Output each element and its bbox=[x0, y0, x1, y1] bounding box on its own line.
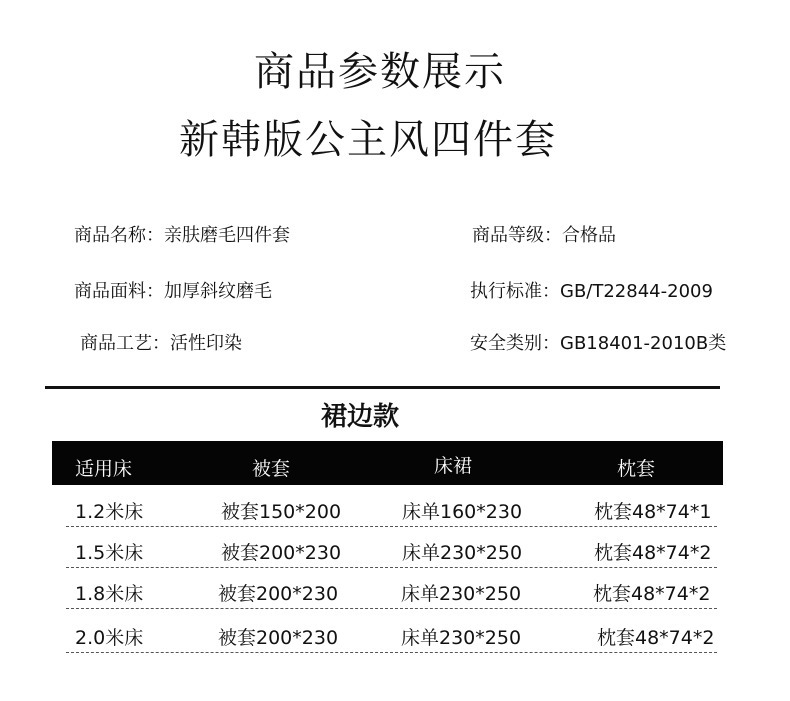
cell-duvet: 被套150*200 bbox=[221, 501, 342, 523]
spec-item-craft bbox=[80, 329, 242, 355]
spec-value: 活性印染 bbox=[170, 333, 242, 354]
cell-pillowcase: 枕套48*74*1 bbox=[594, 501, 712, 523]
spec-item-safety bbox=[470, 329, 726, 355]
column-header-bed: 适用床 bbox=[75, 458, 133, 480]
table-row bbox=[66, 487, 717, 527]
cell-pillowcase: 枕套48*74*2 bbox=[594, 542, 712, 564]
section-divider bbox=[45, 386, 720, 389]
cell-duvet: 被套200*230 bbox=[221, 542, 342, 564]
spec-item-grade bbox=[472, 221, 616, 247]
table-row bbox=[66, 569, 717, 609]
size-table-header bbox=[52, 441, 723, 485]
spec-item-name bbox=[74, 221, 290, 247]
spec-value: GB18401-2010B类 bbox=[560, 333, 727, 354]
row-divider bbox=[66, 526, 717, 527]
cell-pillowcase: 枕套48*74*2 bbox=[597, 627, 715, 649]
column-header-bed-skirt: 床裙 bbox=[434, 455, 473, 477]
table-row bbox=[66, 613, 717, 653]
product-title: 新韩版公主风四件套 bbox=[179, 117, 557, 163]
cell-bed-size: 2.0米床 bbox=[75, 627, 144, 649]
cell-duvet: 被套200*230 bbox=[218, 583, 339, 605]
page-title: 商品参数展示 bbox=[254, 49, 506, 95]
spec-label: 商品名称： bbox=[74, 225, 164, 246]
spec-label: 安全类别： bbox=[470, 333, 560, 354]
row-divider bbox=[66, 608, 717, 609]
cell-duvet: 被套200*230 bbox=[218, 627, 339, 649]
cell-bed-size: 1.2米床 bbox=[75, 501, 144, 523]
spec-label: 商品等级： bbox=[472, 225, 562, 246]
table-row bbox=[66, 528, 717, 568]
spec-value: 加厚斜纹磨毛 bbox=[164, 281, 272, 302]
cell-bed-skirt: 床单230*250 bbox=[401, 583, 522, 605]
cell-bed-skirt: 床单230*250 bbox=[401, 627, 522, 649]
spec-label: 商品工艺： bbox=[80, 333, 170, 354]
cell-pillowcase: 枕套48*74*2 bbox=[593, 583, 711, 605]
row-divider bbox=[66, 652, 717, 653]
spec-label: 商品面料： bbox=[74, 281, 164, 302]
spec-item-standard bbox=[470, 277, 713, 303]
column-header-duvet: 被套 bbox=[252, 458, 291, 480]
spec-item-fabric bbox=[74, 277, 272, 303]
cell-bed-size: 1.5米床 bbox=[75, 542, 144, 564]
row-divider bbox=[66, 567, 717, 568]
spec-value: 合格品 bbox=[562, 225, 616, 246]
section-title: 裙边款 bbox=[320, 402, 399, 432]
cell-bed-skirt: 床单230*250 bbox=[402, 542, 523, 564]
column-header-pillowcase: 枕套 bbox=[617, 458, 656, 480]
spec-value: GB/T22844-2009 bbox=[560, 281, 713, 302]
spec-label: 执行标准： bbox=[470, 281, 560, 302]
cell-bed-size: 1.8米床 bbox=[75, 583, 144, 605]
spec-value: 亲肤磨毛四件套 bbox=[164, 225, 290, 246]
cell-bed-skirt: 床单160*230 bbox=[402, 501, 523, 523]
